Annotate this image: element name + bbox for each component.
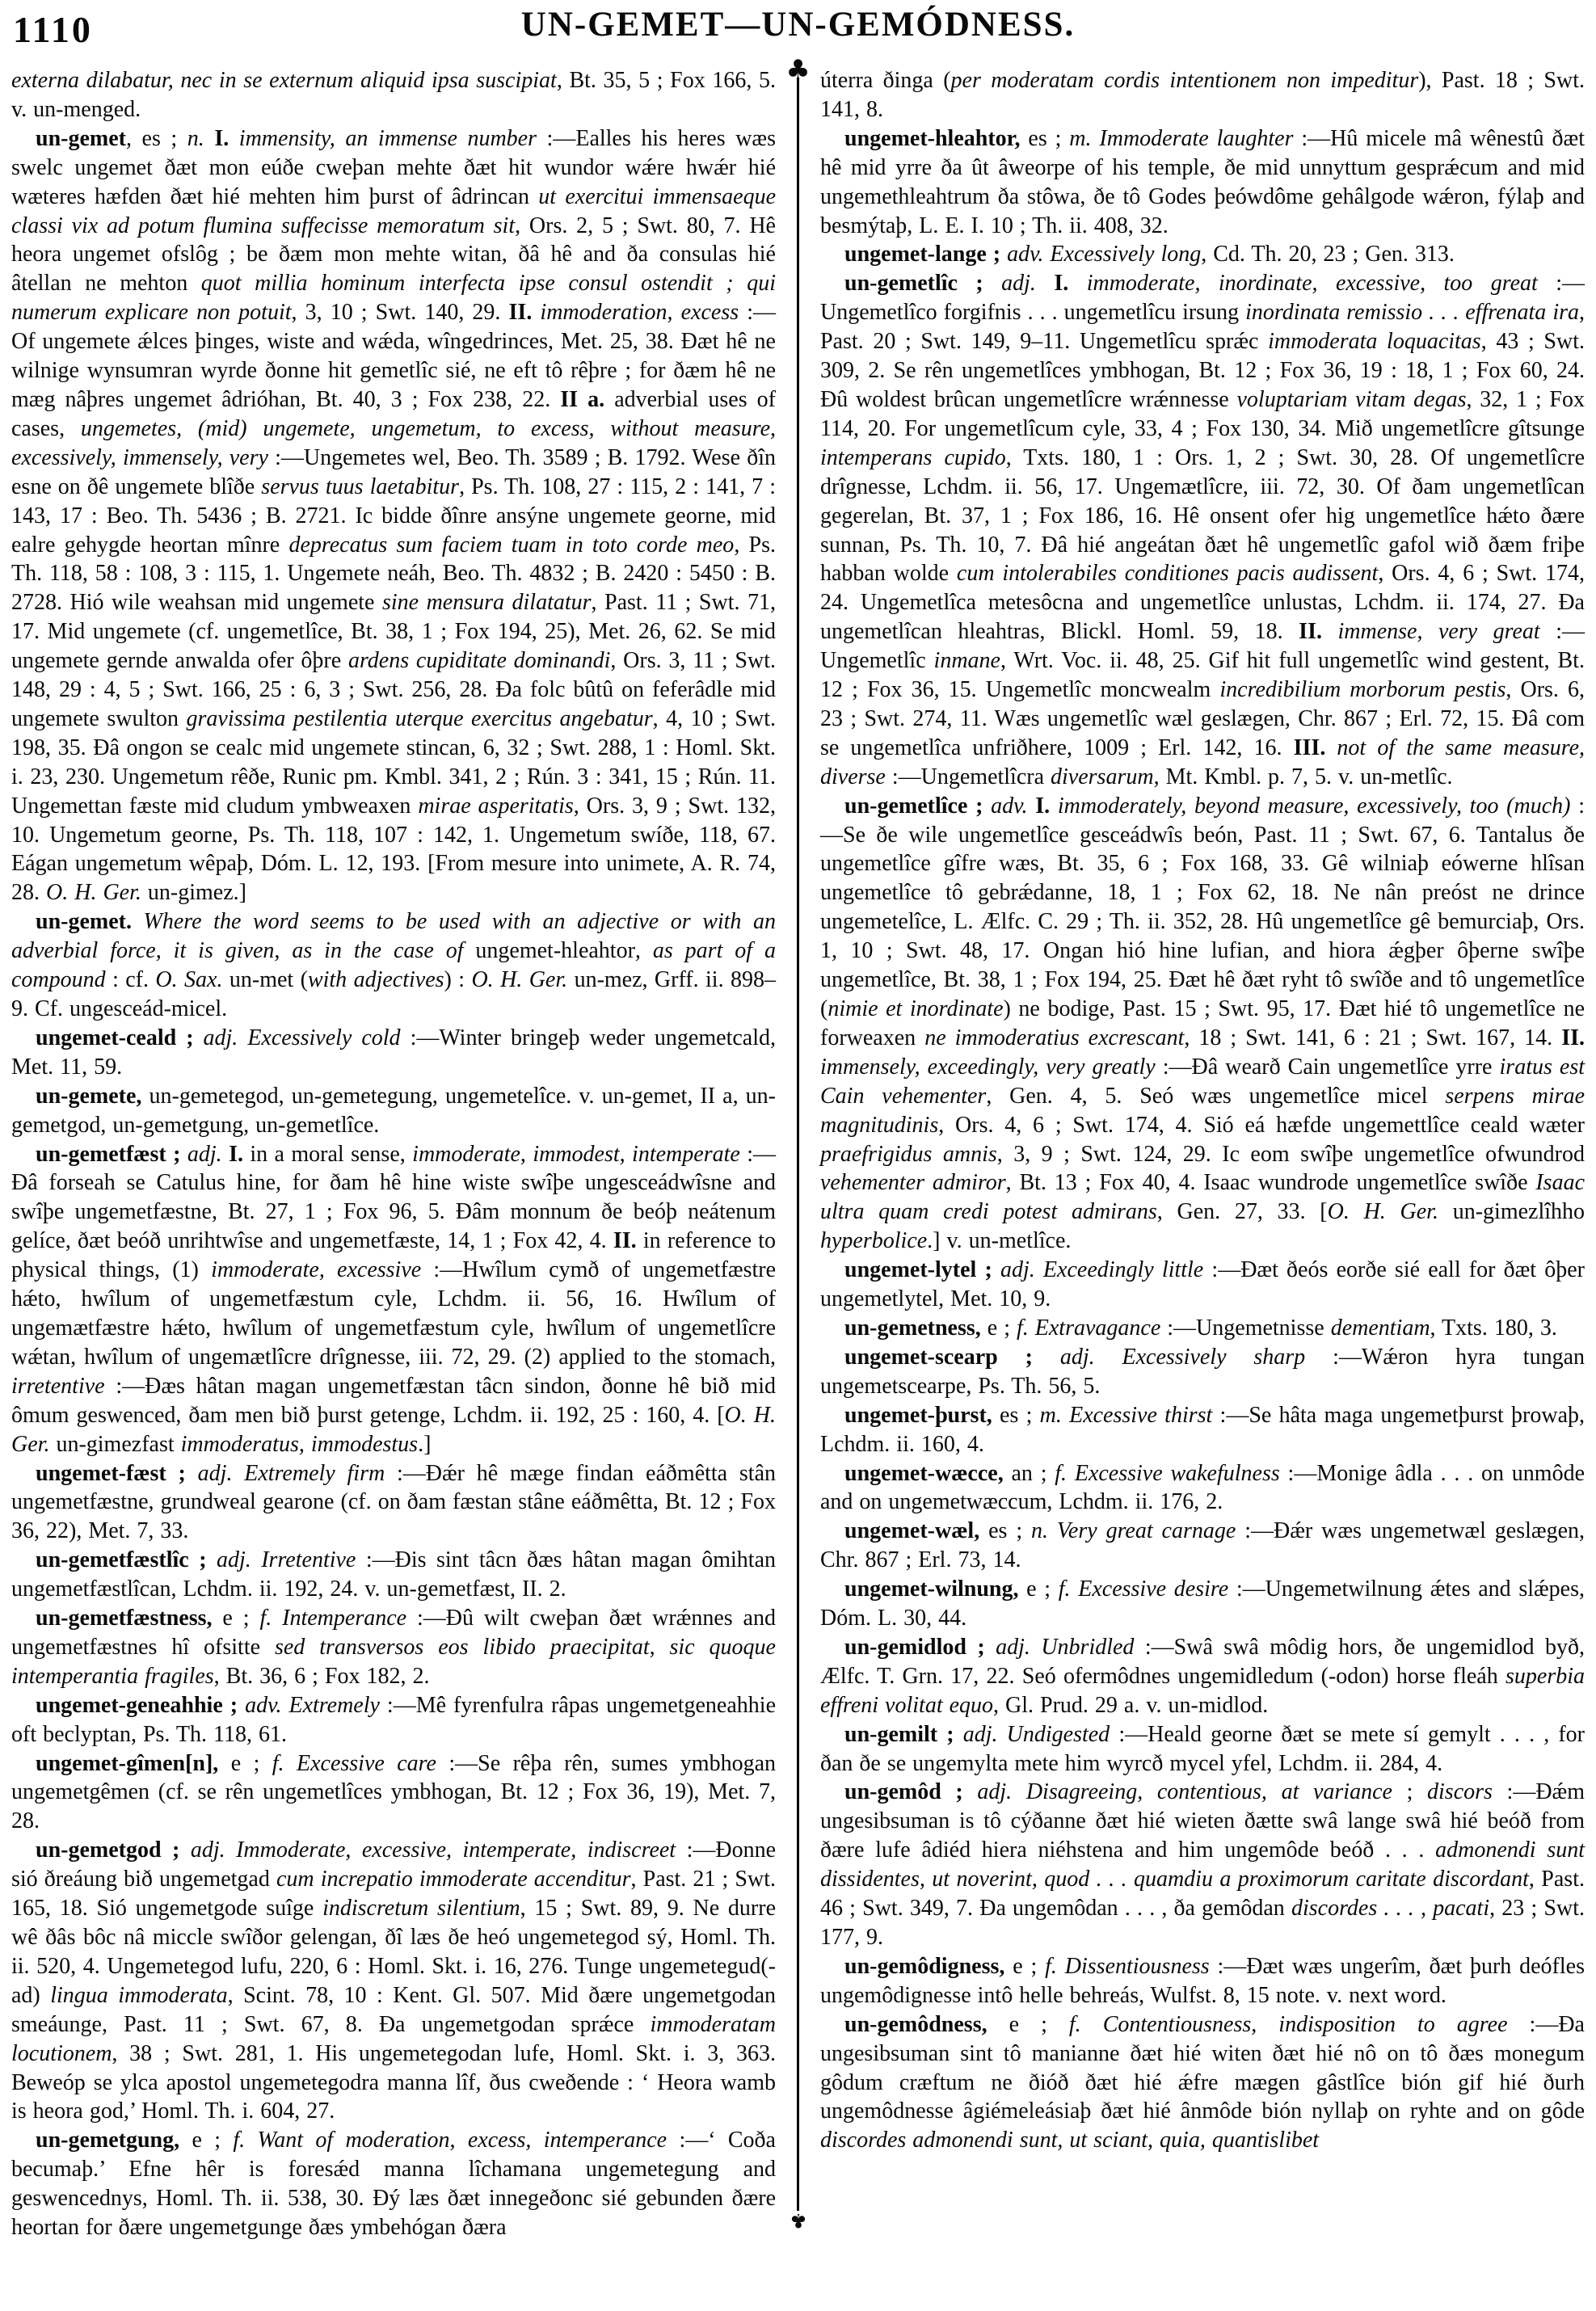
dictionary-entry: un-gemetfæstness, e ; f. Intemperance :—Ðû wilt cweþan ðæt wrǽnnes and ungemetfæstnes hî ofsitte sed transversos eos libido praecipitat, sic quoque intemperantia fragiles, Bt. 36, 6 ; Fox 182, 2. xyxy=(11,1606,776,1689)
dictionary-entry: un-gemôd ; adj. Disagreeing, contentious, at variance ; discors :—Ðǽm ungesibsuman is tô cýðanne ðæt hié wieten ðætte swâ lange swâ hié beóð from ðære lufe âdiéd hiera niéhstena and him ungemôde beóð . . . admonendi sunt dissidentes, ut noverint, quod . . . quamdiu a proximorum caritate discordant, Past. 46 ; Swt. 349, 7. Ða ungemôdan . . . , ða gemôdan discordes . . . , pacati, 23 ; Swt. 177, 9. xyxy=(820,1779,1585,1950)
dictionary-entry: un-gemilt ; adj. Undigested :—Heald georne ðæt se mete sí gemylt . . . , for ðan ðe se ungemylta mete him wyrcð mycel yfel, Lchdm. ii. 284, 4. xyxy=(820,1721,1585,1776)
dictionary-entry: un-gemetgod ; adj. Immoderate, excessive, intemperate, indiscreet :—Ðonne sió ðreáung bið ungemetgad cum increpatio immoderate accenditur, Past. 21 ; Swt. 165, 18. Sió ungemetgode suîge indiscretum silentium, 15 ; Swt. 89, 9. Ne durre wê ðâs bôc nâ miccle swîðor gelengan, ðî læs ðe heó ungemetegod sý, Homl. Th. ii. 520, 4. Ungemetegod lufu, 220, 6 : Homl. Skt. i. 16, 276. Tunge ungemetegud(-ad) lingua immoderata, Scint. 78, 10 : Kent. Gl. 507. Mid ðære ungemetgodan smeáunge, Past. 11 ; Swt. 67, 8. Ða ungemetgodan sprǽce immoderatam locutionem, 38 ; Swt. 281, 1. His ungemetegodan lufe, Homl. Skt. i. 3, 363. Beweóp se ylca apostol ungemetegodra manna lîf, ðus cweðende : ‘ Heora wamb is heora god,’ Homl. Th. i. 604, 27. xyxy=(11,1837,777,2124)
page-title: UN-GEMET—UN-GEMÓDNESS. xyxy=(520,6,1076,44)
headword: ungemet-wæcce, xyxy=(844,1460,1004,1486)
headword: ungemet-hleahtor, xyxy=(844,125,1021,151)
column-right xyxy=(820,66,1585,2311)
headword: un-gemilt ; xyxy=(844,1721,954,1747)
headword: un-gemetgod ; xyxy=(36,1837,180,1863)
headword: ungemet-scearp ; xyxy=(844,1344,1033,1370)
dictionary-entry: ungemet-scearp ; adj. Excessively sharp :—Wǽron hyra tungan ungemetscearpe, Ps. Th. 56, 5. xyxy=(820,1344,1585,1399)
column-left xyxy=(11,66,776,2311)
headword: un-gemôdness, xyxy=(844,2011,987,2037)
headword: un-gemete, xyxy=(36,1083,142,1109)
dictionary-entry: un-gemetgung, e ; f. Want of moderation, excess, intemperance :—‘ Coða becumaþ.’ Efne hêr is foresǽd manna lîchamana ungemetegung and geswencednys, Homl. Th. ii. 538, 30. Ðý læs ðæt innegeðonc sié gebunden ðære heortan for ðære ungemetgunge ðæs ymbehógan ðæra xyxy=(11,2128,776,2241)
column-divider xyxy=(785,54,811,2232)
headword: un-gemetness, xyxy=(844,1315,981,1341)
dictionary-entry: un-gemôdness, e ; f. Contentiousness, indisposition to agree :—Ða ungesibsuman sint tô manianne ðæt hié witen ðæt hié nô on tô ðæs monegum gôdum cræftum ne ðióð ðæt hié ǽfre mægen gâstlîce bión gif hié ðurh ungemôdnesse âgiémeleásiaþ ðæt hié ânmôde bión nyllaþ on ryhte and on gôde discordes admonendi sunt, ut sciant, quia, quantislibet xyxy=(820,2011,1585,2153)
dictionary-entry: un-gemetlîc ; adj. I. immoderate, inordinate, excessive, too great :—Ungemetlîco forgifnis . . . ungemetlîcu irsung inordinata remissio . . . effrenata ira, Past. 20 ; Swt. 149, 9–11. Ungemetlîcu sprǽc immoderata loquacitas, 43 ; Swt. 309, 2. Se rên ungemetlîces ymbhogan, Bt. 12 ; Fox 36, 19 : 18, 1 ; Fox 60, 24. Ðû woldest brûcan ungemetlîcre wrǽnnesse voluptariam vitam degas, 32, 1 ; Fox 114, 20. For ungemetlîcum cyle, 33, 4 ; Fox 130, 34. Mið ungemetlîcre gîtsunge intemperans cupido, Txts. 180, 1 : Ors. 1, 2 ; Swt. 30, 28. Of ungemetlîcre drîgnesse, Lchdm. ii. 56, 17. Ungemætlîcre, iii. 72, 30. Of ðam ungemetlîcan gegerelan, Bt. 37, 1 ; Fox 186, 16. Hê onsent ofer hig ungemetlîce hǽto ðære sunnan, Ps. Th. 10, 7. Ðâ hié angeátan ðæt hê ungemetlîc gafol wið ðæm friþe habban wolde cum intolerabiles conditiones pacis audissent, Ors. 4, 6 ; Swt. 174, 24. Ungemetlîca metesôcna and ungemetlîce unlustas, Lchdm. ii. 174, 27. Ða ungemetlîcan hleahtras, Blickl. Homl. 59, 18. II. immense, very great :—Ungemetlîc inmane, Wrt. Voc. ii. 48, 25. Gif hit full ungemetlîc wind gestent, Bt. 12 ; Fox 36, 15. Ungemetlîc moncwealm incredibilium morborum pestis, Ors. 6, 23 ; Swt. 274, 11. Wæs ungemetlîc wæl geslægen, Chr. 867 ; Erl. 72, 15. Ðâ com se ungemetlîca unfriðhere, 1009 ; Erl. 142, 16. III. not of the same measure, diverse :—Ungemetlîcra diversarum, Mt. Kmbl. p. 7, 5. v. un-metlîc. xyxy=(820,271,1585,789)
continuation-paragraph: úterra ðinga (per moderatam cordis intentionem non impeditur), Past. 18 ; Swt. 141, 8. xyxy=(820,68,1585,122)
headword: ungemet-ceald ; xyxy=(36,1025,194,1050)
headword: un-gemetfæst ; xyxy=(36,1141,181,1167)
dictionary-entry: ungemet-wæcce, an ; f. Excessive wakefulness :—Monige âdla . . . on unmôde and on ungemetwæccum, Lchdm. ii. 176, 2. xyxy=(820,1460,1585,1515)
continuation-paragraph: externa dilabatur, nec in se externum aliquid ipsa suscipiat, Bt. 35, 5 ; Fox 166, 5. v. un-menged. xyxy=(11,68,776,122)
dictionary-entry: ungemet-wæl, es ; n. Very great carnage :—Ðǽr wæs ungemetwæl geslægen, Chr. 867 ; Erl. 73, 14. xyxy=(820,1518,1585,1573)
dictionary-entry: un-gemetfæstlîc ; adj. Irretentive :—Ðis sint tâcn ðæs hâtan magan ômihtan ungemetfæstlîcan, Lchdm. ii. 192, 24. v. un-gemetfæst, II. 2. xyxy=(11,1547,776,1602)
dictionary-entry: un-gemôdigness, e ; f. Dissentiousness :—Ðæt wæs ungerîm, ðæt þurh deófles ungemôdignesse intô helle behreás, Wulfst. 8, 15 note. v. next word. xyxy=(820,1953,1585,2008)
dictionary-entry: un-gemet. Where the word seems to be used with an adjective or with an adverbial force, it is given, as in the case of ungemet-hleahtor, as part of a compound : cf. O. Sax. un-met (with adjectives) : O. H. Ger. un-mez, Grff. ii. 898–9. Cf. ungesceád-micel. xyxy=(11,909,776,1021)
headword: un-gemidlod ; xyxy=(844,1634,985,1660)
page-header xyxy=(0,3,1596,60)
trefoil-ornament-icon: ♣ xyxy=(785,54,811,86)
dictionary-entry: ungemet-lytel ; adj. Exceedingly little :—Ðæt ðeós eorðe sié eall for ðæt ôþer ungemetlytel, Met. 10, 9. xyxy=(820,1257,1585,1312)
dictionary-entry: un-gemetlîce ; adv. I. immoderately, beyond measure, excessively, too (much) :—Se ðe wile ungemetlîce gesceádwîs beón, Past. 11 ; Swt. 67, 6. Tantalus ðe ungemetlîce gîfre wæs, Bt. 35, 6 ; Fox 168, 33. Gê wilniaþ eówerne hlîsan ungemetlîce tô gebrǽdanne, 18, 1 ; Fox 62, 18. Ne nân preóst ne drince ungemetelîce, L. Ælfc. C. 29 ; Th. ii. 352, 28. Hû ungemetlîce gê bemurciaþ, Ors. 1, 10 ; Swt. 48, 17. Ongan hió hine lufian, and hiora ǽgþer ôþerne swîþe ungemetlîce, Bt. 38, 1 ; Fox 194, 25. Ðæt hê ðæt ryht tô swîðe and tô ungemetlîce (nimie et inordinate) ne bodige, Past. 15 ; Swt. 95, 17. Ðæt hié tô ungemetlîce ne forweaxen ne immoderatius excrescant, 18 ; Swt. 141, 6 : 21 ; Swt. 167, 14. II. immensely, exceedingly, very greatly :—Ðâ wearð Cain ungemetlîce yrre iratus est Cain vehementer, Gen. 4, 5. Seó wæs ungemetlîce micel serpens mirae magnitudinis, Ors. 4, 6 ; Swt. 174, 4. Sió eá hæfde ungemettlîce ceald wæter praefrigidus amnis, 3, 9 ; Swt. 124, 29. Ic eom swîþe ungemetlîce ofwundrod vehementer admiror, Bt. 13 ; Fox 40, 4. Isaac wundrode ungemetlîce swîðe Isaac ultra quam credi potest admirans, Gen. 27, 33. [O. H. Ger. un-gimezlîhho hyperbolice.] v. un-metlîce. xyxy=(820,793,1585,1254)
headword: ungemet-þurst, xyxy=(844,1402,992,1428)
dictionary-entry: un-gemete, un-gemetegod, un-gemetegung, ungemetelîce. v. un-gemet, II a, un-gemetgod, un-gemetgung, un-gemetlîce. xyxy=(11,1083,776,1138)
dictionary-entry: un-gemet, es ; n. I. immensity, an immense number :—Ealles his heres wæs swelc ungemet ðæt mon eúðe cweþan mehte ðæt hit wundor wǽre hwǽr hié wæteres hæfden ðæt hié mehten him þurst of âdrincan ut exercitui immensaeque classi vix ad potum flumina suffecisse memoratum sit, Ors. 2, 5 ; Swt. 80, 7. Hê heora ungemet ofslôg ; be ðæm mon mehte witan, ðâ hê and ða consulas hié âtellan ne mehton quot millia hominum interfecta ipse consul ostendit ; qui numerum explicare non potuit, 3, 10 ; Swt. 140, 29. II. immoderation, excess :—Of ungemete ǽlces þinges, wiste and wǽda, wîngedrinces, Met. 25, 38. Ðæt hê ne wilnige wynsumran wyrde ðonne hit gemetlîc sié, ne eft tô rêþre ; for ðæm hê ne mæg nâþres ungemet âdrióhan, Bt. 40, 3 ; Fox 238, 22. II a. adverbial uses of cases, ungemetes, (mid) ungemete, ungemetum, to excess, without measure, excessively, immensely, very :—Ungemetes wel, Beo. Th. 3589 ; B. 1792. Wese ðîn esne on ðê ungemete blîðe servus tuus laetabitur, Ps. Th. 108, 27 : 115, 2 : 141, 7 : 143, 17 : Beo. Th. 5436 ; B. 2721. Ic bidde ðînre ansýne ungemete georne, mid ealre gehygde heortan mînre deprecatus sum faciem tuam in toto corde meo, Ps. Th. 118, 58 : 108, 3 : 115, 1. Ungemete neáh, Beo. Th. 4832 ; B. 2420 : 5450 : B. 2728. Hió wile weahsan mid ungemete sine mensura dilatatur, Past. 11 ; Swt. 71, 17. Mid ungemete (cf. ungemetlîce, Bt. 38, 1 ; Fox 194, 25), Met. 26, 62. Se mid ungemete gernde anwalda ofer ôþre ardens cupiditate dominandi, Ors. 3, 11 ; Swt. 148, 29 : 4, 5 ; Swt. 166, 25 : 6, 3 ; Swt. 256, 28. Ða folc bûtû on feferâdle mid ungemete swulton gravissima pestilentia uterque exercitus angebatur, 4, 10 ; Swt. 198, 35. Ðâ ongon se cealc mid ungemete stincan, 6, 32 ; Swt. 288, 1 : Homl. Skt. i. 23, 230. Ungemetum rêðe, Runic pm. Kmbl. 341, 2 ; Rún. 3 : 341, 15 ; Rún. 11. Ungemettan fæste mid cludum ymbweaxen mirae asperitatis, Ors. 3, 9 ; Swt. 132, 10. Ungemetum georne, Ps. Th. 118, 107 : 142, 1. Ungemetum swíðe, 118, 67. Eágan ungemetum wêpaþ, Dóm. L. 12, 193. [From mesure into unimete, A. R. 74, 28. O. H. Ger. un-gimez.] xyxy=(11,125,777,906)
text-columns xyxy=(11,54,1585,2311)
dictionary-entry: ungemet-þurst, es ; m. Excessive thirst :—Se hâta maga ungemetþurst þrowaþ, Lchdm. ii. 160, 4. xyxy=(820,1402,1585,1457)
headword: ungemet-lytel ; xyxy=(844,1257,992,1283)
headword: un-gemetlîc ; xyxy=(844,271,983,297)
dictionary-entry: un-gemetfæst ; adj. I. in a moral sense, immoderate, immodest, intemperate :—Ðâ forseah se Catulus hine, for ðam hê hine wiste swîþe ungesceádwîsne and swîþe ungemetfæstne, Bt. 27, 1 ; Fox 96, 5. Ðâm monnum ðe beóþ neátenum gelíce, ðæt beóð unrihtwîse and ungemetfæste, 14, 1 ; Fox 42, 4. II. in reference to physical things, (1) immoderate, excessive :—Hwîlum cymð of ungemetfæstre hǽto, hwîlum of ungemetfæstum cyle, Lchdm. ii. 56, 16. Hwîlum of ungemætfæstre hǽto, hwîlum of ungemetfæstum cyle, hwîlum of ungemetlîcre wǽtan, hwîlum of ungemætlîcre drîgnesse, iii. 72, 29. (2) applied to the stomach, irretentive :—Ðæs hâtan magan ungemetfæstan tâcn sindon, ðonne hê bið mid ômum geswenced, ðam men bið þurst getenge, Lchdm. ii. 192, 25 : 160, 4. [O. H. Ger. un-gimezfast immoderatus, immodestus.] xyxy=(11,1141,777,1457)
headword: un-gemôdigness, xyxy=(844,1953,1005,1979)
dictionary-entry: ungemet-lange ; adv. Excessively long, Cd. Th. 20, 23 ; Gen. 313. xyxy=(844,242,1455,267)
headword: un-gemetfæstlîc ; xyxy=(36,1547,207,1573)
headword: ungemet-lange ; xyxy=(844,242,1001,267)
headword: ungemet-wilnung, xyxy=(844,1576,1019,1602)
headword: un-gemetgung, xyxy=(36,2128,180,2153)
trefoil-ornament-bottom-icon: ♣ xyxy=(789,2209,807,2232)
headword: un-gemôd ; xyxy=(844,1779,963,1805)
headword: un-gemetlîce ; xyxy=(844,793,983,819)
headword: ungemet-geneahhie ; xyxy=(36,1692,238,1718)
dictionary-entry: un-gemidlod ; adj. Unbridled :—Swâ swâ môdig hors, ðe ungemidlod byð, Ælfc. T. Grn. 17, 22. Seó ofermôdnes ungemidledum (-odon) horse fleáh superbia effreni volitat equo, Gl. Prud. 29 a. v. un-midlod. xyxy=(820,1634,1585,1718)
headword: ungemet-gîmen[n], xyxy=(36,1750,219,1776)
headword: un-gemetfæstness, xyxy=(36,1606,213,1631)
dictionary-entry: ungemet-wilnung, e ; f. Excessive desire :—Ungemetwilnung ǽtes and slǽpes, Dóm. L. 30, 44. xyxy=(820,1576,1585,1631)
headword: un-gemet. xyxy=(36,909,132,935)
headword: un-gemet xyxy=(36,125,126,151)
headword: ungemet-fæst ; xyxy=(36,1460,186,1486)
headword: ungemet-wæl, xyxy=(844,1518,980,1544)
dictionary-entry: ungemet-gîmen[n], e ; f. Excessive care :—Se rêþa rên, sumes ymbhogan ungemetgêmen (cf. se rên ungemetlîces ymbhogan, Bt. 12 ; Fox 36, 19), Met. 7, 28. xyxy=(11,1750,776,1834)
page-number: 1110 xyxy=(13,9,93,50)
dictionary-entry: ungemet-geneahhie ; adv. Extremely :—Mê fyrenfulra râpas ungemetgeneahhie oft beclyptan, Ps. Th. 118, 61. xyxy=(11,1692,776,1747)
dictionary-entry: ungemet-fæst ; adj. Extremely firm :—Ðǽr hê mæge findan eáðmêtta stân ungemetfæstne, grundweal gearone (cf. on ðam fæstan stâne eáðmêtta, Bt. 12 ; Fox 36, 22), Met. 7, 33. xyxy=(11,1460,777,1544)
dictionary-entry: ungemet-hleahtor, es ; m. Immoderate laughter :—Hû micele mâ wênestû ðæt hê mid yrre ða ût âweorpe of his temple, ðe mid unnyttum gesprǽcum and mid ungemethleahtrum ða stôwa, ðe tô Godes þeówdôme gehâlgode wǽron, fýlaþ and besmýtaþ, L. E. I. 10 ; Th. ii. 408, 32. xyxy=(820,125,1585,238)
dictionary-entry: un-gemetness, e ; f. Extravagance :—Ungemetnisse dementiam, Txts. 180, 3. xyxy=(844,1315,1557,1341)
dictionary-entry: ungemet-ceald ; adj. Excessively cold :—Winter bringeþ weder ungemetcald, Met. 11, 59. xyxy=(11,1025,776,1080)
